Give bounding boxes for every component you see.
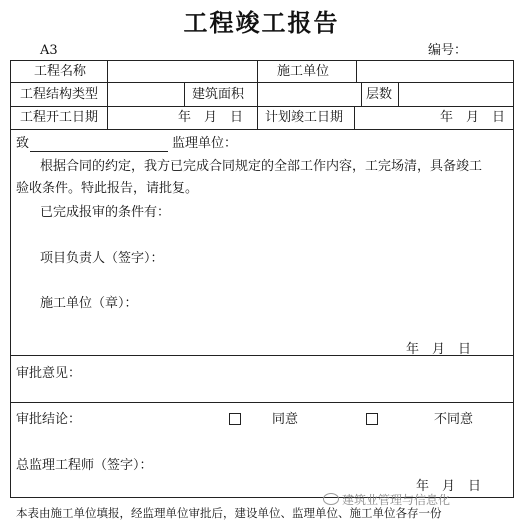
- construction-seal-label: 施工单位（章）：: [40, 296, 138, 311]
- watermark-text: 建筑业管理与信息化: [342, 493, 451, 507]
- start-date-label: 工程开工日期: [20, 110, 99, 125]
- construction-unit-label: 施工单位: [277, 64, 330, 79]
- footer-note: 本表由施工单位填报，经监理单位审批后，建设单位、监理单位、施工单位各存一份: [16, 506, 442, 520]
- number-label: 编号：: [428, 43, 468, 58]
- planned-completion-label: 计划竣工日期: [265, 110, 344, 125]
- project-name-field[interactable]: [108, 61, 256, 82]
- paragraph-line-2: 验收条件。特此报告，请批复。: [16, 181, 199, 196]
- start-date-ymd: 年 月 日: [178, 110, 244, 125]
- building-area-label: 建筑面积: [192, 87, 245, 102]
- chief-engineer-label: 总监理工程师（签字）：: [16, 458, 153, 473]
- conclusion-label: 审批结论：: [16, 412, 82, 427]
- page-title: 工程竣工报告: [183, 8, 340, 37]
- floors-label: 层数: [366, 87, 393, 102]
- paragraph-line-1: 根据合同的约定，我方已完成合同规定的全部工作内容，工完场清，具备竣工: [40, 159, 483, 174]
- completed-conditions-label: 已完成报审的条件有：: [40, 205, 171, 220]
- construction-unit-field[interactable]: [357, 61, 512, 82]
- agree-checkbox[interactable]: [229, 413, 241, 425]
- form-code: A3: [40, 43, 58, 58]
- wechat-icon: [323, 493, 339, 505]
- disagree-checkbox[interactable]: [366, 413, 378, 425]
- to-prefix: 致: [16, 136, 30, 151]
- approval-opinion-label: 审批意见：: [16, 366, 82, 381]
- body-ymd: 年 月 日: [406, 342, 472, 357]
- structure-type-label: 工程结构类型: [20, 87, 99, 102]
- conclusion-ymd: 年 月 日: [416, 479, 482, 494]
- disagree-label: 不同意: [434, 412, 474, 427]
- planned-completion-ymd: 年 月 日: [440, 110, 506, 125]
- supervision-unit-label: 监理单位：: [172, 136, 238, 151]
- agree-label: 同意: [272, 412, 299, 427]
- project-name-label: 工程名称: [34, 64, 87, 79]
- project-leader-label: 项目负责人（签字）：: [40, 251, 164, 266]
